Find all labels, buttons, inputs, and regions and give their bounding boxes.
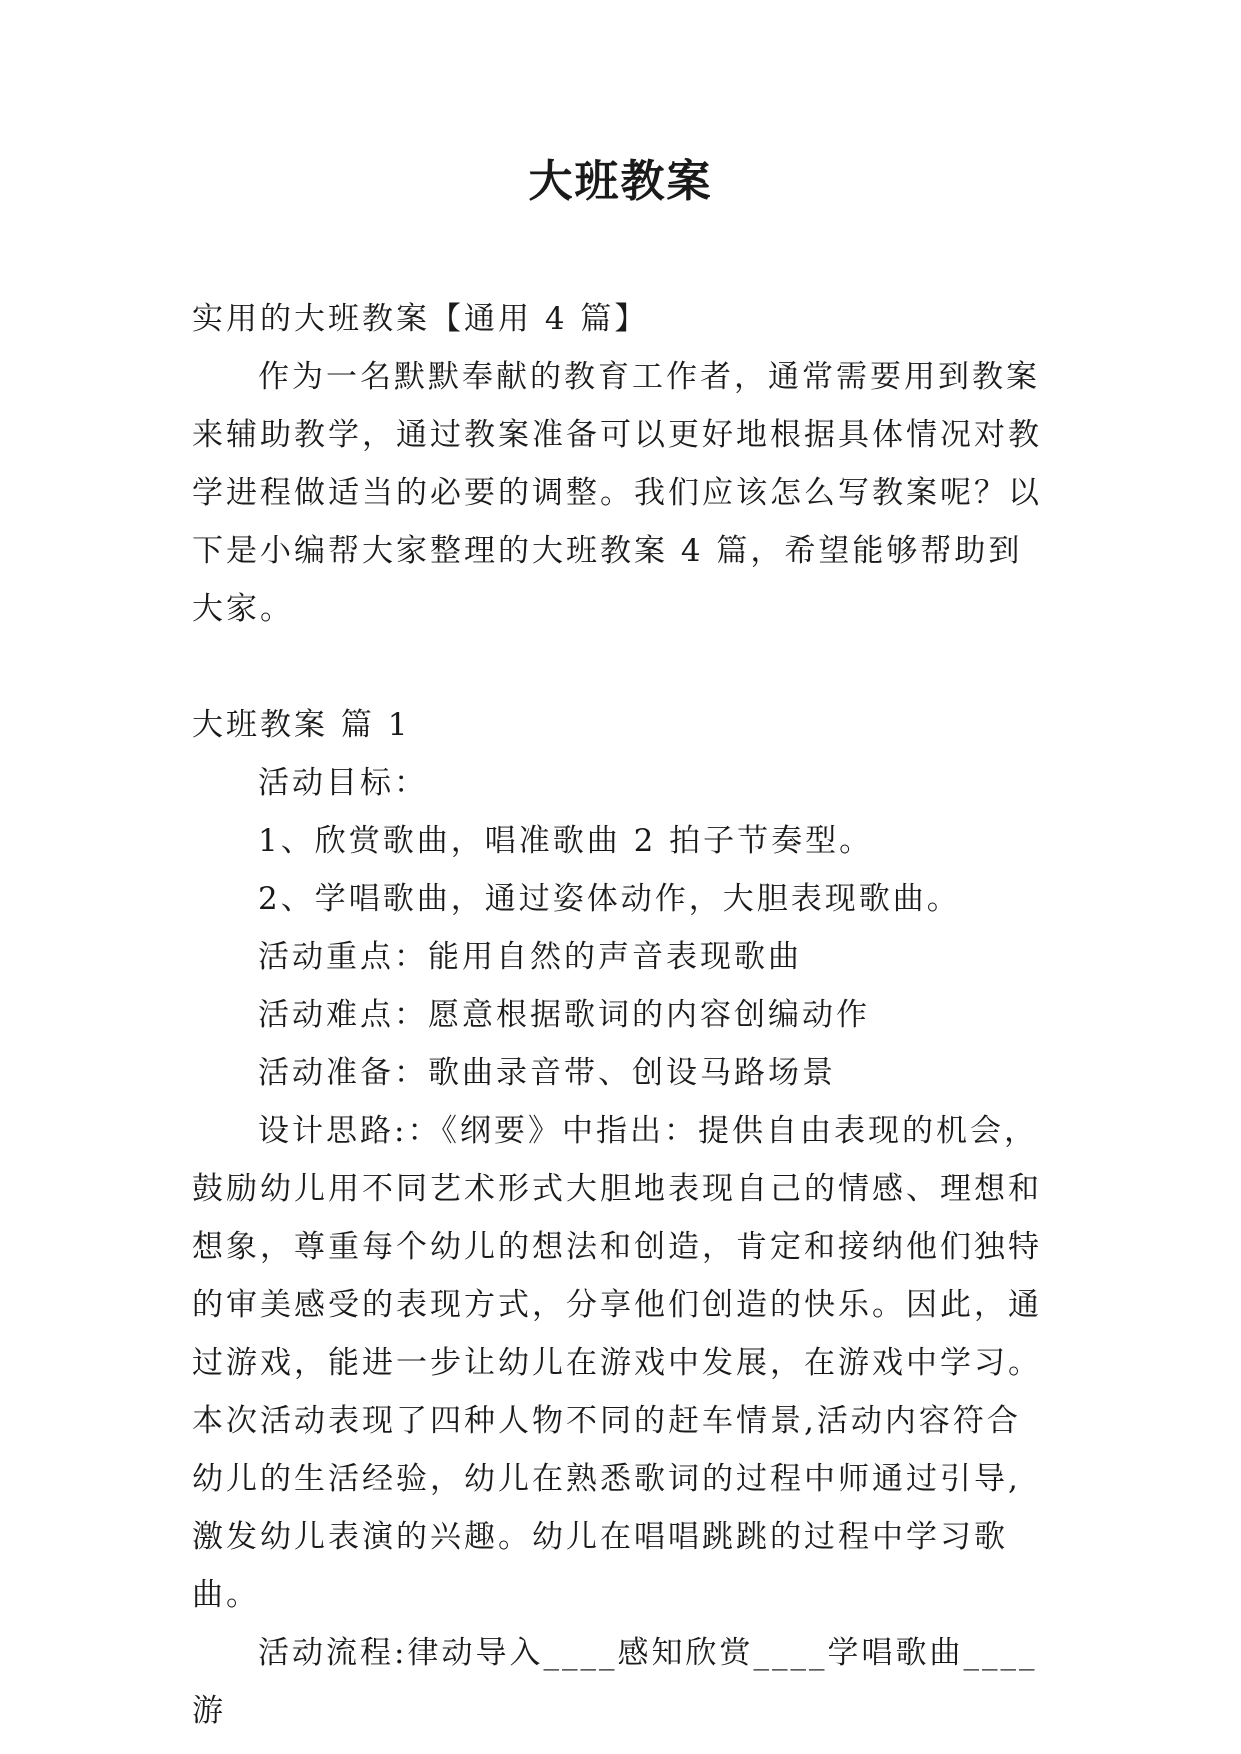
subtitle: 实用的大班教案【通用 4 篇】 [192, 301, 649, 337]
design-paragraph: 设计思路:：《纲要》中指出：提供自由表现的机会，鼓励幼儿用不同艺术形式大胆地表现自己的情感、理想和想象，尊重每个幼儿的想法和创造，肯定和接纳他们独特的审美感受的表现方式，分享他们创造的快乐。因此，通过游戏，能进一步让幼儿在游戏中发展，在游戏中学习。本次活动表现了四种人物不同的赶车情景,活动内容符合幼儿的生活经验，幼儿在熟悉歌词的过程中师通过引导,激发幼儿表演的兴趣。幼儿在唱唱跳跳的过程中学习歌曲。 [192, 1113, 1042, 1613]
goal-item-2: 2、学唱歌曲，通过姿体动作，大胆表现歌曲。 [258, 881, 961, 917]
document-body [192, 290, 1052, 1740]
goal-item-1: 1、欣赏歌曲，唱准歌曲 2 拍子节奏型。 [258, 823, 874, 859]
intro-paragraph: 作为一名默默奉献的教育工作者，通常需要用到教案来辅助教学，通过教案准备可以更好地根据具体情况对教学进程做适当的必要的调整。我们应该怎么写教案呢？以下是小编帮大家整理的大班教案 4 篇，希望能够帮助到大家。 [192, 359, 1042, 627]
spacer [192, 638, 1052, 696]
activity-flow: 活动流程:律动导入____感知欣赏____学唱歌曲____游 [192, 1635, 1038, 1729]
difficulty: 活动难点：愿意根据歌词的内容创编动作 [258, 997, 870, 1033]
page-title: 大班教案 [528, 156, 713, 207]
key-point: 活动重点：能用自然的声音表现歌曲 [258, 939, 802, 975]
section-heading: 大班教案 篇 1 [192, 707, 411, 743]
goal-label: 活动目标： [258, 765, 428, 801]
preparation: 活动准备：歌曲录音带、创设马路场景 [258, 1055, 836, 1091]
